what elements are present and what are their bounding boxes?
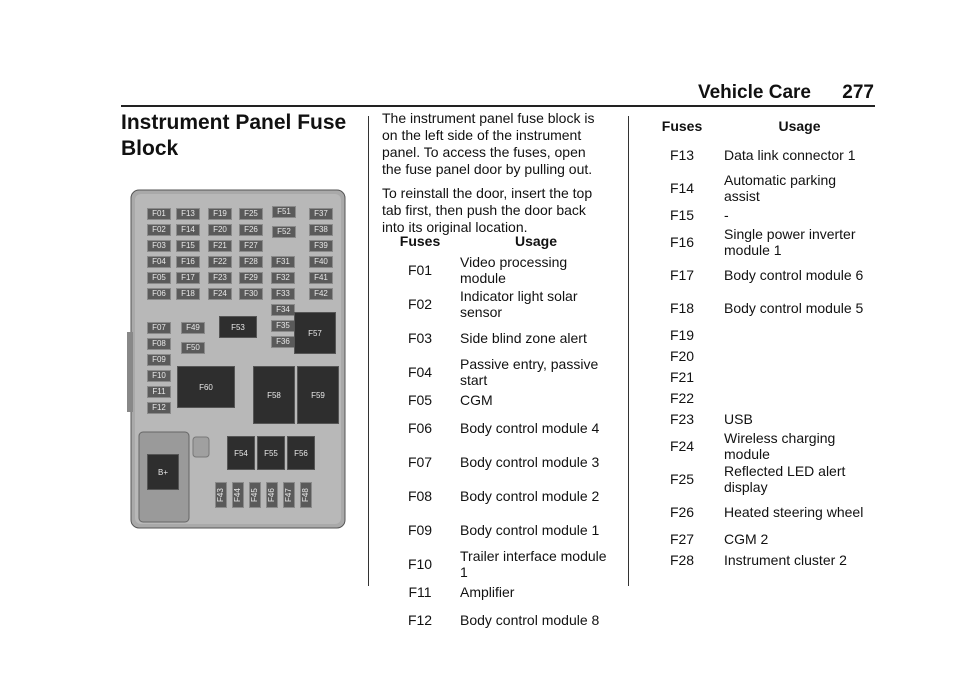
fuse-relay: F59 [297,366,339,424]
fuse-usage: Body control module 6 [724,266,864,283]
fuse-relay: F54 [227,436,255,470]
fuse-row [640,408,875,429]
fuse-id: F25 [669,470,695,487]
fuse-id: F21 [669,368,695,385]
fuse-slot: F32 [271,272,295,284]
fuse-relay: F57 [294,312,336,354]
fuse-slot: F06 [147,288,171,300]
fuse-usage: Body control module 1 [460,522,600,538]
fuse-usage: Wireless charging module [724,429,836,462]
fuse-id: F24 [669,437,695,454]
fuse-slot: F37 [309,208,333,220]
fuse-usage: Instrument cluster 2 [724,551,847,568]
fuse-usage [724,366,875,387]
fuse-slot: F09 [147,354,171,366]
fuse-slot: F20 [208,224,232,236]
fuse-row [640,138,875,171]
fuse-slot: F38 [309,224,333,236]
fuse-slot: F49 [181,322,205,334]
fuse-id: F01 [407,262,433,278]
fuse-slot: F03 [147,240,171,252]
fuse-id: F15 [669,206,695,223]
fuse-slot: F33 [271,288,295,300]
fuse-usage: - [724,206,729,223]
fuse-row [640,171,875,204]
fuse-slot: F01 [147,208,171,220]
fuse-id: F04 [407,364,433,380]
fuse-row [380,581,612,603]
fuse-id: F18 [669,299,695,316]
fuse-relay: B+ [147,454,179,490]
fuse-usage [724,324,875,345]
fuse-slot: F07 [147,322,171,334]
fuse-id: F19 [669,326,695,343]
fuse-slot: F11 [147,386,171,398]
fuse-slot-vertical: F43 [215,482,227,508]
fuse-row [640,204,875,225]
fuse-slot: F10 [147,370,171,382]
fuse-id: F23 [669,410,695,427]
fuse-slot: F26 [239,224,263,236]
fuse-slot: F34 [271,304,295,316]
fuse-row [380,603,612,637]
fuse-slot: F18 [176,288,200,300]
fuse-row [380,479,612,513]
fuse-slot: F40 [309,256,333,268]
paragraph: The instrument panel fuse block is on the left side of the instrument panel. To access the fuses, open the fuse panel door by pulling out. [382,110,595,177]
fuse-row [640,549,875,570]
fuse-row [640,291,875,324]
fuse-slot: F27 [239,240,263,252]
fuse-slot: F52 [272,226,296,238]
fuse-block-diagram [121,182,351,530]
col-header-usage: Usage [778,118,821,134]
fuse-id: F22 [669,389,695,406]
col-header-usage: Usage [514,233,558,249]
fuse-usage: Amplifier [460,584,515,600]
fuse-slot: F50 [181,342,205,354]
fuse-id: F09 [407,522,433,538]
fuse-id: F13 [669,146,695,163]
fuse-id: F07 [407,454,433,470]
fuse-slot: F22 [208,256,232,268]
fuse-table-1 [380,229,612,637]
fuse-relay: F58 [253,366,295,424]
fuse-slot: F41 [309,272,333,284]
col-header-fuses: Fuses [399,233,441,249]
fuse-slot: F31 [271,256,295,268]
fuse-usage: Heated steering wheel [724,503,864,520]
fuse-id: F12 [407,612,433,628]
fuse-slot: F36 [271,336,295,348]
fuse-id: F05 [407,392,433,408]
fuse-row [640,429,875,462]
fuse-row [640,258,875,291]
fuse-usage: Data link connector 1 [724,146,856,163]
fuse-usage: Trailer interface module 1 [460,548,607,580]
fuse-usage [724,345,875,366]
fuse-slot: F23 [208,272,232,284]
fuse-usage [724,387,875,408]
running-header [698,82,874,104]
fuse-usage: USB [724,410,753,427]
fuse-row [640,462,875,495]
fuse-slot: F02 [147,224,171,236]
page-title: Instrument Panel Fuse Block [121,111,347,160]
fuse-row [380,547,612,581]
paragraph: To reinstall the door, insert the top tab first, then push the door back into its original location. [382,185,593,235]
fuse-row [640,528,875,549]
fuse-slot: F21 [208,240,232,252]
fuse-slot: F51 [272,206,296,218]
fuse-id: F27 [669,530,695,547]
fuse-slot: F12 [147,402,171,414]
fuse-row [380,253,612,287]
fuse-id: F10 [407,556,433,572]
fuse-id: F03 [407,330,433,346]
fuse-slot-vertical: F48 [300,482,312,508]
fuse-id: F11 [408,584,432,600]
fuse-relay: F60 [177,366,235,408]
fuse-slot-vertical: F44 [232,482,244,508]
fuse-relay: F53 [219,316,257,338]
fuse-usage: Video processing module [460,254,568,286]
fuse-relay: F55 [257,436,285,470]
fuse-row [380,321,612,355]
fuse-row [640,324,875,345]
fuse-slot: F24 [208,288,232,300]
fuse-usage: Body control module 8 [460,612,600,628]
fuse-usage: Body control module 4 [460,420,600,436]
col-header-fuses: Fuses [661,118,703,134]
fuse-slot: F39 [309,240,333,252]
fuse-usage: Side blind zone alert [460,330,587,346]
fuse-usage: Single power inverter module 1 [724,225,856,258]
fuse-slot: F08 [147,338,171,350]
fuse-slot: F13 [176,208,200,220]
fuse-slot: F25 [239,208,263,220]
fuse-slot: F16 [176,256,200,268]
fuse-row [380,287,612,321]
fuse-id: F02 [407,296,433,312]
fuse-table-2 [640,114,875,570]
fuse-usage: Automatic parking assist [724,171,837,204]
fuse-row [640,495,875,528]
fuse-usage: CGM 2 [724,530,769,547]
fuse-slot: F17 [176,272,200,284]
fuse-usage: Body control module 3 [460,454,600,470]
fuse-slot-vertical: F47 [283,482,295,508]
fuse-usage: Indicator light solar sensor [460,288,578,320]
column-divider [368,116,369,586]
fuse-usage: Passive entry, passive start [460,356,599,388]
fuse-row [380,389,612,411]
fuse-id: F06 [407,420,433,436]
fuse-usage: Body control module 2 [460,488,600,504]
fuse-slot: F30 [239,288,263,300]
fuse-id: F08 [407,488,433,504]
fuse-id: F16 [669,233,695,250]
fuse-row [640,387,875,408]
fuse-slot: F15 [176,240,200,252]
fuse-id: F17 [669,266,695,283]
fuse-row [640,345,875,366]
section-name: Vehicle Care [697,82,812,103]
fuse-row [380,513,612,547]
fuse-id: F14 [669,179,695,196]
fuse-id: F26 [669,503,695,520]
fuse-slot: F04 [147,256,171,268]
fuse-slot: F05 [147,272,171,284]
fuse-slot: F29 [239,272,263,284]
fuse-id: F28 [669,551,695,568]
column-divider [628,116,629,586]
fuse-row [380,355,612,389]
fuse-usage: Reflected LED alert display [724,462,846,495]
fuse-row [640,225,875,258]
fuse-relay: F56 [287,436,315,470]
fuse-id: F20 [669,347,695,364]
intro-text [382,110,607,243]
page-number: 277 [842,82,874,103]
fuse-slot: F35 [271,320,295,332]
fuse-usage: CGM [460,392,493,408]
fuse-row [380,445,612,479]
fuse-row [380,411,612,445]
fuse-slot: F14 [176,224,200,236]
fuse-usage: Body control module 5 [724,299,864,316]
fuse-slot-vertical: F45 [249,482,261,508]
fuse-slot: F42 [309,288,333,300]
header-rule [121,105,875,107]
fuse-slot-vertical: F46 [266,482,278,508]
fuse-row [640,366,875,387]
fuse-slot: F28 [239,256,263,268]
fuse-slot: F19 [208,208,232,220]
